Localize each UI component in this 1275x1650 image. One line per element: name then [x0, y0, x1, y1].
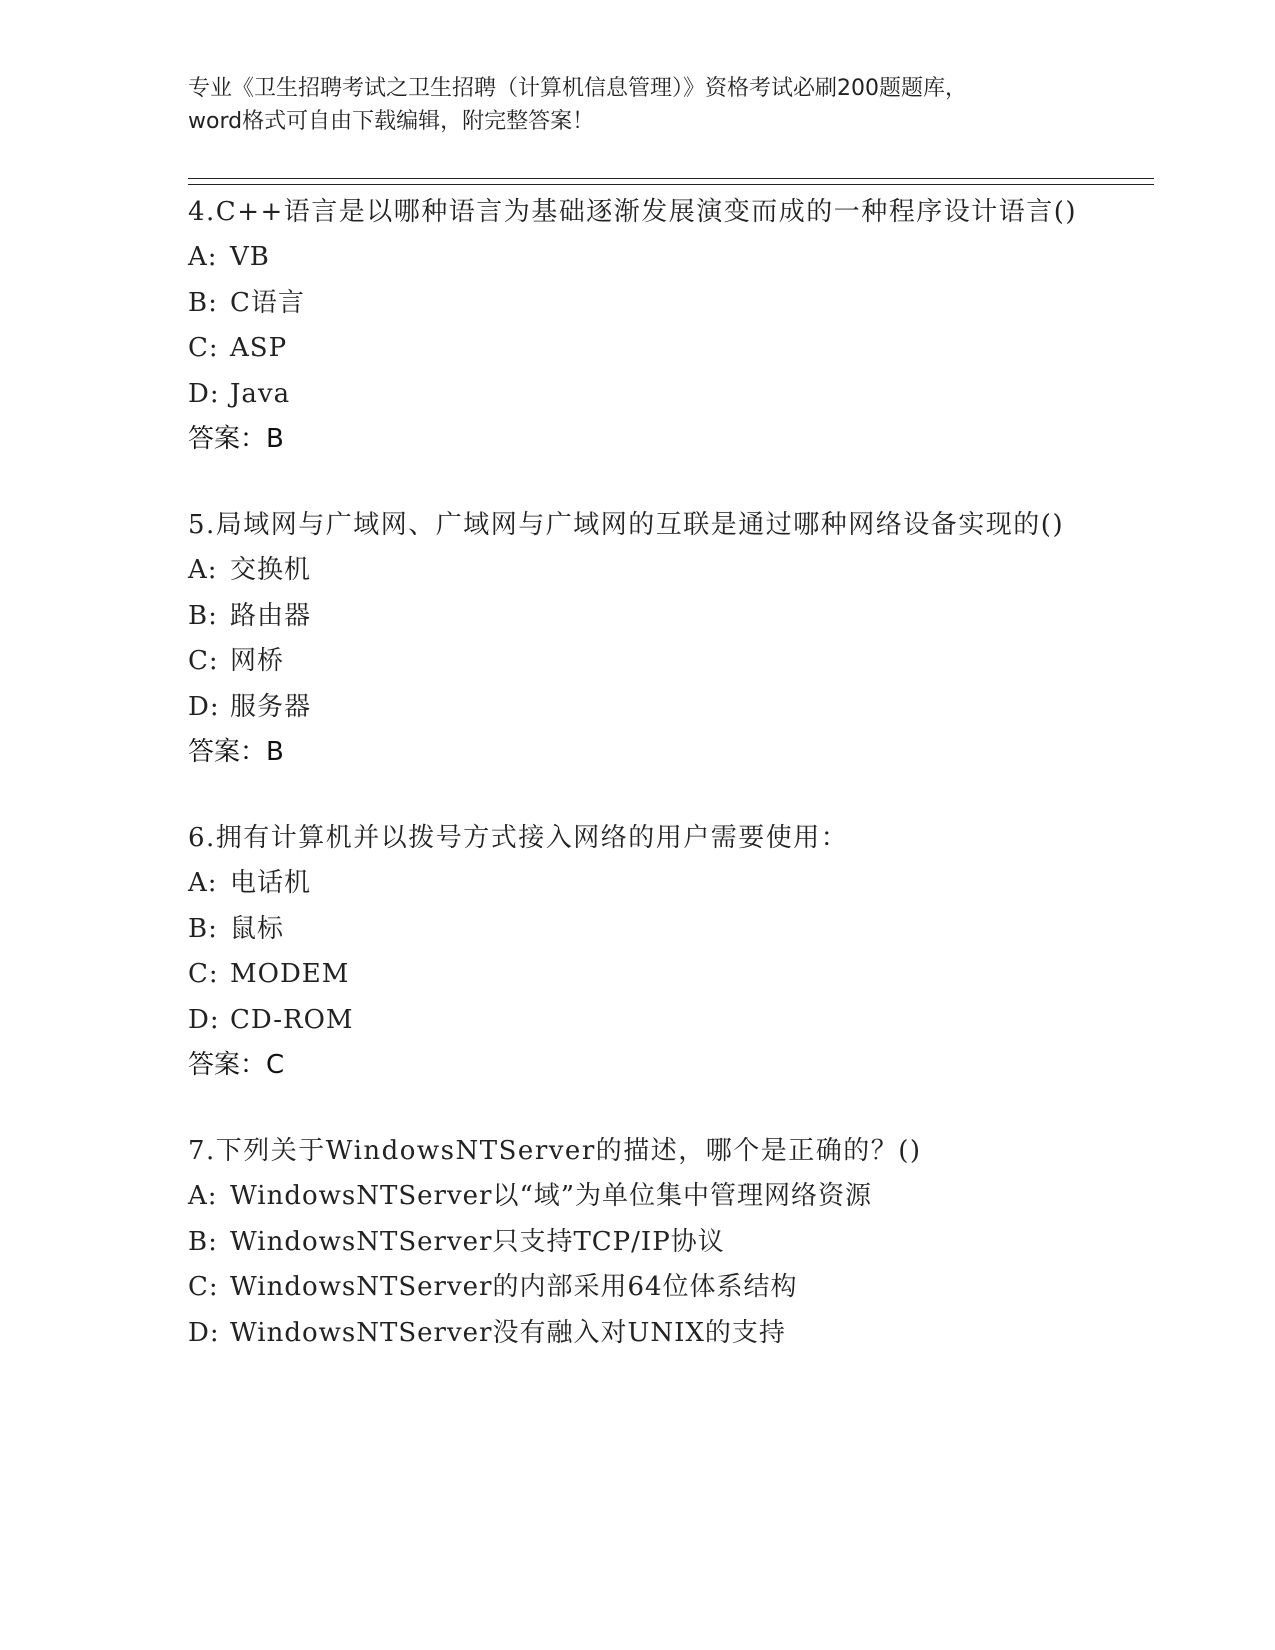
question-stem: 7.下列关于WindowsNTServer的描述，哪个是正确的？() [188, 1136, 922, 1166]
option-b [188, 1220, 1088, 1266]
option-text: Java [230, 378, 291, 409]
option-letter: C: [188, 646, 219, 676]
option-letter: D: [188, 691, 220, 722]
question-7 [188, 1129, 1088, 1356]
option-text: CD-ROM [230, 1004, 354, 1035]
question-stem: 5.局域网与广域网、广域网与广域网的互联是通过哪种网络设备实现的() [188, 510, 1065, 540]
option-a [188, 861, 1088, 907]
option-letter: B: [188, 1226, 218, 1257]
question-6 [188, 816, 1088, 1087]
option-text: 路由器 [230, 600, 312, 631]
option-list [188, 861, 1088, 1043]
option-letter: B: [188, 600, 218, 631]
option-b [188, 281, 1088, 327]
option-letter: C: [188, 333, 219, 363]
option-letter: B: [188, 913, 218, 944]
option-letter: B: [188, 287, 218, 318]
question-stem: 6.拥有计算机并以拨号方式接入网络的用户需要使用： [188, 823, 849, 853]
option-text: ASP [230, 333, 288, 363]
option-c [188, 639, 1088, 685]
question-4 [188, 190, 1088, 461]
option-list [188, 235, 1088, 417]
option-a [188, 1174, 1088, 1220]
option-b [188, 594, 1088, 640]
option-a [188, 548, 1088, 594]
option-text: 交换机 [230, 555, 312, 585]
option-list [188, 1174, 1088, 1356]
option-a [188, 235, 1088, 281]
question-5 [188, 503, 1088, 774]
option-text: WindowsNTServer只支持TCP/IP协议 [230, 1226, 725, 1257]
option-letter: D: [188, 1317, 220, 1348]
option-letter: A: [188, 242, 218, 272]
option-text: WindowsNTServer以“域”为单位集中管理网络资源 [230, 1181, 873, 1211]
answer-line: 答案：B [188, 424, 284, 454]
option-b [188, 907, 1088, 953]
option-c [188, 952, 1088, 998]
answer-line: 答案：B [188, 737, 284, 767]
option-c [188, 326, 1088, 372]
header-subtitle-line: word格式可自由下载编辑，附完整答案！ [188, 109, 595, 134]
document-header [188, 72, 1088, 138]
option-d [188, 1311, 1088, 1357]
option-c [188, 1265, 1088, 1311]
option-text: 网桥 [230, 646, 285, 676]
option-text: MODEM [230, 959, 350, 989]
option-text: 电话机 [230, 868, 312, 898]
option-letter: C: [188, 959, 219, 989]
header-title-line: 专业《卫生招聘考试之卫生招聘（计算机信息管理）》资格考试必刷200题题库， [188, 76, 967, 101]
option-text: C语言 [230, 287, 305, 318]
question-list [188, 190, 1088, 1398]
option-text: 服务器 [230, 691, 312, 722]
option-letter: D: [188, 378, 220, 409]
option-list [188, 548, 1088, 730]
option-letter: A: [188, 555, 218, 585]
option-text: WindowsNTServer没有融入对UNIX的支持 [230, 1317, 786, 1348]
option-d [188, 372, 1088, 418]
option-text: WindowsNTServer的内部采用64位体系结构 [230, 1272, 798, 1302]
option-letter: D: [188, 1004, 220, 1035]
option-letter: C: [188, 1272, 219, 1302]
option-letter: A: [188, 868, 218, 898]
option-d [188, 685, 1088, 731]
header-divider-bottom [188, 184, 1154, 185]
option-text: VB [230, 242, 270, 272]
header-divider-top [188, 178, 1154, 179]
option-text: 鼠标 [230, 913, 285, 944]
answer-line: 答案：C [188, 1050, 285, 1080]
question-stem: 4.C++语言是以哪种语言为基础逐渐发展演变而成的一种程序设计语言() [188, 197, 1078, 227]
option-d [188, 998, 1088, 1044]
option-letter: A: [188, 1181, 218, 1211]
